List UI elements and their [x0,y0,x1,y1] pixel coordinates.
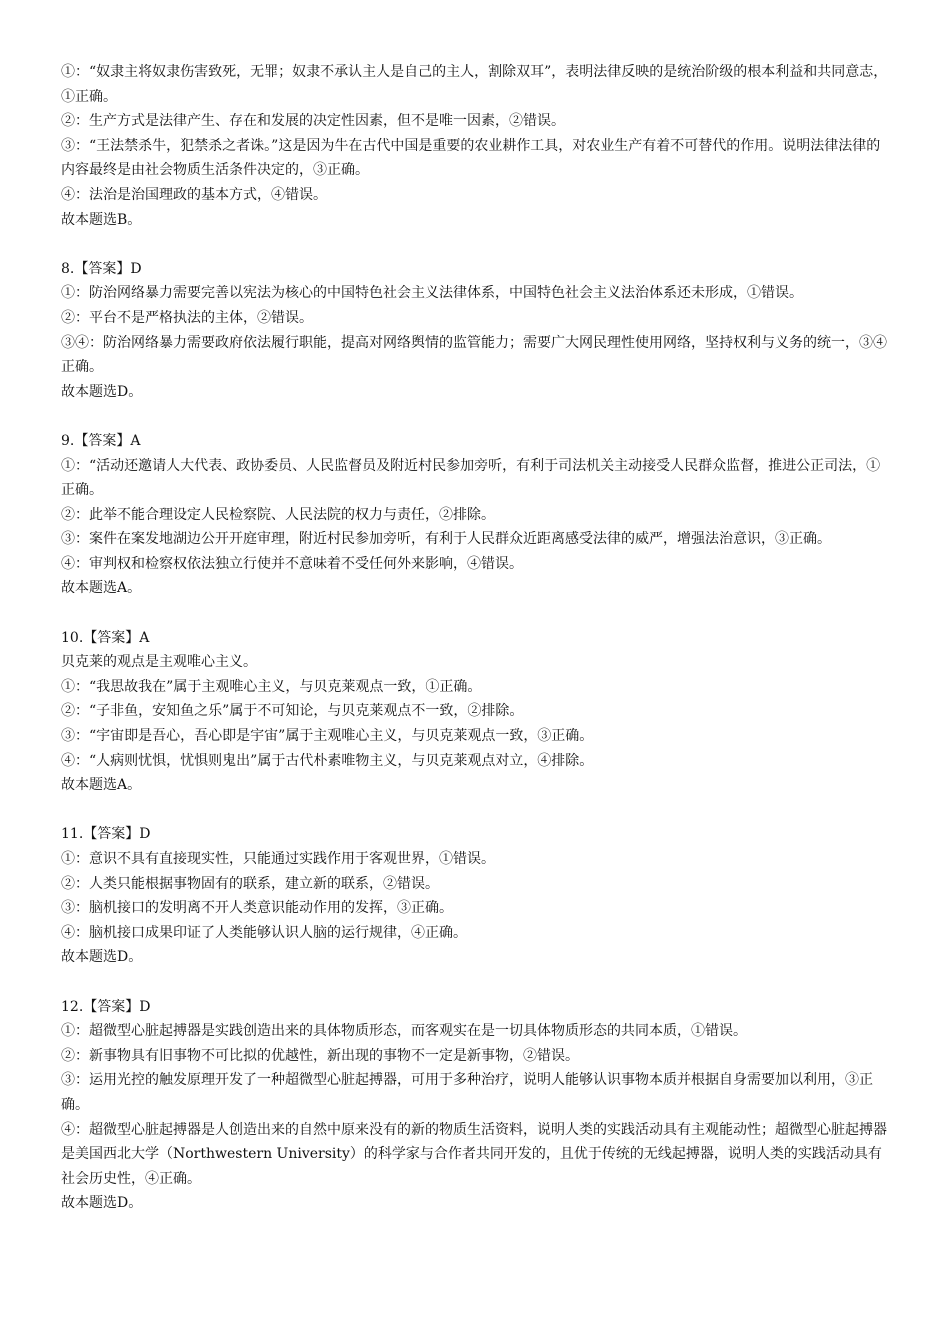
explanation-line: ③：“宇宙即是吾心，吾心即是宇宙”属于主观唯心主义，与贝克莱观点一致，③正确。 [61,728,594,745]
explanation-line: ④：法治是治国理政的基本方式，④错误。 [61,186,327,203]
explanation-line: ④：审判权和检察权依法独立行使并不意味着不受任何外来影响，④错误。 [61,555,523,572]
conclusion-line: 故本题选B。 [61,211,142,228]
conclusion-line: 故本题选A。 [61,580,142,597]
answer-block-7 [61,60,891,232]
explanation-line: ②：生产方式是法律产生、存在和发展的决定性因素，但不是唯一因素，②错误。 [61,113,565,130]
answer-document [61,60,891,1216]
explanation-line: ②：“子非鱼，安知鱼之乐”属于不可知论，与贝克莱观点不一致，②排除。 [61,703,524,720]
explanation-line: ①：“奴隶主将奴隶伤害致死，无罪；奴隶不承认主人是自己的主人，割除双耳”，表明法律反映的是统治阶级的根本利益和共同意志，①正确。 [61,64,888,105]
explanation-line: ②：此举不能合理设定人民检察院、人民法院的权力与责任，②排除。 [61,506,495,523]
answer-block-8 [61,257,891,405]
explanation-line: ③：案件在案发地湖边公开开庭审理，附近村民参加旁听，有利于人民群众近距离感受法律的威严，增强法治意识，③正确。 [61,531,831,548]
explanation-line: ③④：防治网络暴力需要政府依法履行职能，提高对网络舆情的监管能力；需要广大网民理性使用网络，坚持权利与义务的统一，③④正确。 [61,334,887,376]
explanation-line: ③：运用光控的触发原理开发了一种超微型心脏起搏器，可用于多种治疗，说明人能够认识事物本质并根据自身需要加以利用，③正确。 [61,1072,873,1113]
explanation-line: ④：超微型心脏起搏器是人创造出来的自然中原来没有的新的物质生活资料，说明人类的实践活动具有主观能动性；超微型心脏起搏器是美国西北大学（Northwestern University）的科学家与合作者共同开发的，且优于传统的无线起搏器，说明人类的实践活动具有社会历史性，④正确。 [61,1121,887,1187]
explanation-line: ④：“人病则忧惧，忧惧则鬼出”属于古代朴素唯物主义，与贝克莱观点对立，④排除。 [61,752,594,769]
answer-block-9 [61,429,891,601]
answer-header: 10.【答案】A [61,629,150,646]
answer-block-11 [61,822,891,970]
explanation-line: ②：新事物具有旧事物不可比拟的优越性，新出现的事物不一定是新事物，②错误。 [61,1047,579,1064]
explanation-line: ②：人类只能根据事物固有的联系，建立新的联系，②错误。 [61,875,439,892]
conclusion-line: 故本题选D。 [61,1195,143,1212]
conclusion-line: 故本题选D。 [61,383,143,400]
explanation-line: ②：平台不是严格执法的主体，②错误。 [61,309,313,326]
answer-block-10 [61,626,891,798]
explanation-line: ①：超微型心脏起搏器是实践创造出来的具体物质形态，而客观实在是一切具体物质形态的共同本质，①错误。 [61,1023,747,1040]
explanation-line: ③：“王法禁杀牛，犯禁杀之者诛。”这是因为牛在古代中国是重要的农业耕作工具，对农业生产有着不可替代的作用。说明法律法律的内容最终是由社会物质生活条件决定的，③正确。 [61,137,881,179]
answer-header: 9.【答案】A [61,432,141,449]
explanation-line: ①：意识不具有直接现实性，只能通过实践作用于客观世界，①错误。 [61,851,495,867]
explanation-line: ①：防治网络暴力需要完善以宪法为核心的中国特色社会主义法律体系，中国特色社会主义法治体系还未形成，①错误。 [61,285,803,302]
answer-header: 11.【答案】D [61,826,151,843]
answer-block-12 [61,995,891,1216]
explanation-line: ①：“活动还邀请人大代表、政协委员、人民监督员及附近村民参加旁听，有利于司法机关主动接受人民群众监督，推进公正司法，①正确。 [61,457,881,499]
explanation-line: ①：“我思故我在”属于主观唯心主义，与贝克莱观点一致，①正确。 [61,678,482,695]
conclusion-line: 故本题选D。 [61,949,143,966]
explanation-line: ③：脑机接口的发明离不开人类意识能动作用的发挥，③正确。 [61,900,453,917]
explanation-line: ④：脑机接口成果印证了人类能够认识人脑的运行规律，④正确。 [61,924,467,941]
conclusion-line: 故本题选A。 [61,777,142,794]
explanation-line: 贝克莱的观点是主观唯心主义。 [61,654,257,671]
answer-header: 8.【答案】D [61,260,142,277]
answer-header: 12.【答案】D [61,998,151,1015]
